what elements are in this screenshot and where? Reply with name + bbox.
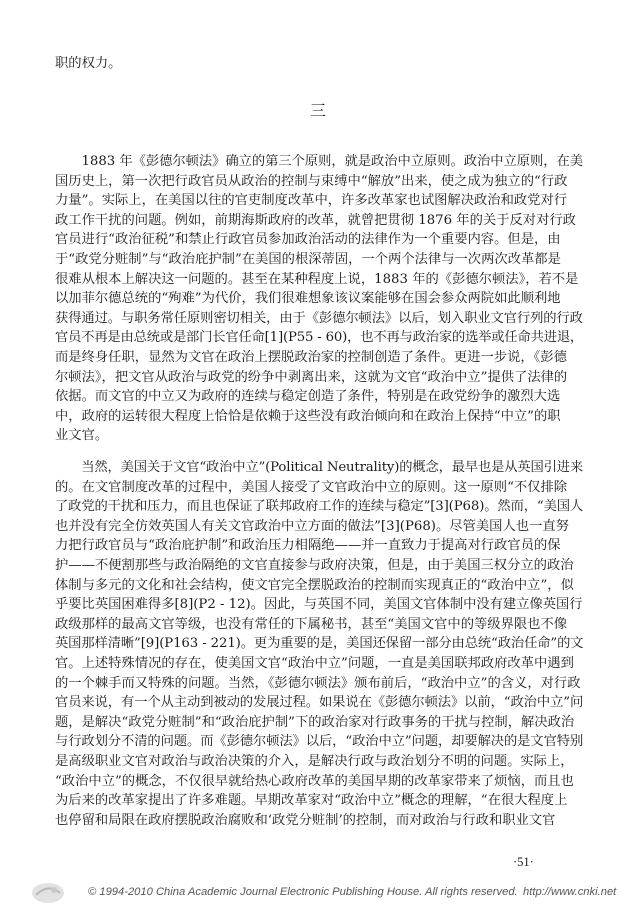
text-line: 官员进行“政治征税”和禁止行政官员参加政治活动的法律作为一个重要内容。但是，由: [55, 232, 561, 248]
text-line: 也停留和局限在政府摆脱政治腐败和‘政党分赃制’的控制，而对政治与行政和职业文官: [55, 812, 556, 828]
text-line: 是高级职业文官对政治与政治决策的介入，是解决行政与政治划分不明的问题。实际上，: [55, 754, 574, 769]
page-number: ·51·: [513, 855, 534, 869]
text-line: 尔顿法》，把文官从政治与政党的纷争中剥离出来，这就为文官“政治中立”提供了法律的: [55, 369, 568, 385]
text-line: 的一个棘手而又特殊的问题。当然，《彭德尔顿法》颁布前后，“政治中立”的含义，对行政: [55, 675, 581, 691]
text-line: 护——不便割那些与政治隔绝的文官直接参与政府决策，但是，由于美国三权分立的政治: [55, 558, 574, 573]
text-line: 力把行政官员与“政治庇护制”和政治压力相隔绝——并一直致力于提高对行政官员的保: [55, 538, 561, 554]
text-line: 以加菲尔德总统的“殉难”为代价，我们很难想象该议案能够在国会参众两院如此顺利地: [55, 291, 561, 307]
text-line: 很难从根本上解决这一问题的。甚至在某种程度上说，1883 年的《彭德尔顿法》，若不是: [55, 271, 579, 287]
text-line: 国历史上，第一次把行政官员从政治的控制与束缚中“解放”出来，使之成为独立的“行政: [55, 173, 568, 189]
text-line: 为后来的改革家提出了许多难题。早期改革家对“政治中立”概念的理解，“在很大程度上: [55, 793, 568, 809]
text-line: 乎要比英国困难得多[8](P2 - 12)。因此，与英国不同，美国文官体制中没有建立像英国行: [55, 597, 583, 613]
text-line: 获得通过。与职务常任原则密切相关，由于《彭德尔顿法》以后，划入职业文官行列的行政: [55, 310, 583, 326]
cnki-logo-icon: [30, 880, 66, 906]
text-line: 业文官。: [55, 428, 109, 444]
text-line: 题，是解决“政党分赃制”和“政治庇护制”下的政治家对行政事务的干扰与控制，解决政治: [55, 714, 575, 730]
text-line: 官员来说，有一个从主动到被动的发展过程。如果说在《彭德尔顿法》以前，“政治中立”问: [55, 695, 584, 711]
text-line: 职的权力。: [55, 56, 122, 71]
text-line: 政工作干扰的问题。例如，前期海斯政府的改革，就曾把贯彻 1876 年的关于反对对行政: [55, 212, 576, 228]
text-line: 中，政府的运转很大程度上恰恰是依赖于这些没有政治倾向和在政治上保持“中立”的职: [55, 408, 561, 424]
text-line: 官。上述特殊情况的存在，使美国文官“政治中立”问题，一直是美国联邦政府改革中遇到: [55, 656, 574, 671]
text-line: 于“政党分赃制”与“政治庇护制”在美国的根深蒂固，一个两个法律与一次两次改革都是: [55, 252, 561, 267]
section-heading: 三: [309, 101, 328, 120]
text-line: 了政党的干扰和压力，而且也保证了联邦政府工作的连续与稳定”[3](P68)。然而，“美国人: [55, 499, 584, 515]
text-line: 体制与多元的文化和社会结构，使文官完全摆脱政治的控制而实现真正的“政治中立”，似: [55, 577, 574, 593]
text-line: 1883 年《彭德尔顿法》确立的第三个原则，就是政治中立原则。政治中立原则，在美: [55, 154, 584, 169]
copyright-notice: © 1994-2010 China Academic Journal Electronic Publishing House. All rights reserved.: [88, 886, 518, 898]
text-line: 政级那样的最高文官等级，也没有常任的下属秘书，甚至“美国文官中的等级界限也不像: [55, 616, 568, 632]
text-line: 的。在文官制度改革的过程中，美国人接受了文官政治中立的原则。这一原则“不仅排除: [55, 479, 568, 495]
site-url: http://www.cnki.net: [523, 886, 617, 898]
text-line: 与行政划分不清的问题。而《彭德尔顿法》以后，“政治中立”问题，却要解决的是文官特别: [55, 734, 584, 750]
text-line: 英国那样清晰”[9](P163 - 221)。更为重要的是，美国还保留一部分由总统“政治任命”的文: [55, 636, 584, 652]
text-line: 官员不再是由总统或是部门长官任命[1](P55 - 60)，也不再与政治家的选举或任命共进退，: [55, 330, 584, 346]
text-line: 当然，美国关于文官“政治中立”(Political Neutrality)的概念，最早也是从英国引进来: [55, 460, 584, 475]
text-line: “政治中立”的概念，不仅很早就给热心政府改革的美国早期的改革家带来了烦恼，而且也: [55, 773, 574, 789]
text-line: 也并没有完全仿效英国人有关文官政治中立方面的做法”[3](P68)。尽管美国人也一直努: [55, 518, 569, 534]
footer: [0, 876, 638, 916]
text-line: 而是终身任职，显然为文官在政治上摆脱政治家的控制创造了条件。更进一步说，《彭德: [55, 350, 567, 365]
text-line: 力量”。实际上，在美国以往的官吏制度改革中，许多改革家也试图解决政治和政党对行: [55, 193, 568, 209]
text-line: 依据。而文官的中立又为政府的连续与稳定创造了条件，特别是在政党纷争的激烈大选: [55, 389, 561, 405]
